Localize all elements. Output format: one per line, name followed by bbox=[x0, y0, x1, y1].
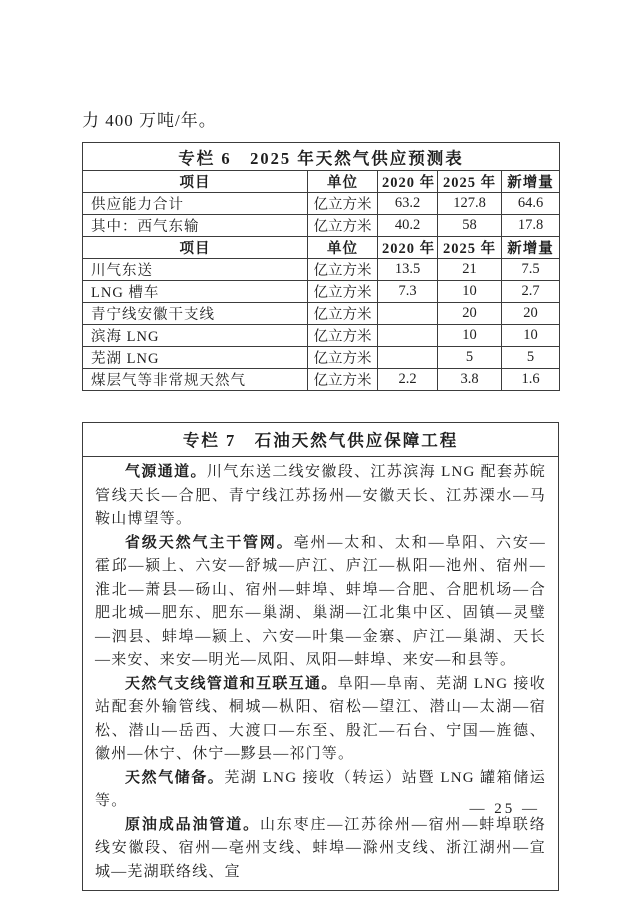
cell-unit: 亿立方米 bbox=[308, 215, 378, 237]
table-row bbox=[83, 193, 560, 215]
paragraph-oil-product-pipelines bbox=[95, 814, 546, 885]
cell-item: 煤层气等非常规天然气 bbox=[83, 369, 308, 391]
paragraph-gas-source-corridor bbox=[95, 461, 546, 532]
table-row bbox=[83, 325, 560, 347]
cell-2025: 3.8 bbox=[438, 369, 502, 391]
table-header-row-repeat bbox=[83, 237, 560, 259]
cell-delta: 1.6 bbox=[502, 369, 560, 391]
paragraph-text: 阜阳—阜南、芜湖 LNG 接收站配套外输管线、桐城—枞阳、宿松—望江、潜山—太湖—宿松、潜山—岳西、大渡口—东至、殷汇—石台、宁国—旌德、徽州—休宁、休宁—黟县—祁门等。 bbox=[95, 675, 546, 762]
cell-unit: 亿立方米 bbox=[308, 303, 378, 325]
paragraph-branch-pipelines bbox=[95, 673, 546, 767]
cell-item: 川气东送 bbox=[83, 259, 308, 281]
table-row bbox=[83, 259, 560, 281]
cell-unit: 亿立方米 bbox=[308, 259, 378, 281]
column-header-2020: 2020 年 bbox=[378, 237, 438, 259]
cell-2020: 2.2 bbox=[378, 369, 438, 391]
page-content bbox=[82, 0, 559, 891]
column-header-unit: 单位 bbox=[308, 171, 378, 193]
cell-2025: 21 bbox=[438, 259, 502, 281]
cell-item: 青宁线安徽干支线 bbox=[83, 303, 308, 325]
cell-item: 滨海 LNG bbox=[83, 325, 308, 347]
cell-2020 bbox=[378, 347, 438, 369]
column-header-item: 项目 bbox=[83, 171, 308, 193]
cell-delta: 64.6 bbox=[502, 193, 560, 215]
forecast-table bbox=[82, 142, 560, 391]
paragraph-lead: 气源通道。 bbox=[125, 464, 207, 480]
paragraph-text: 芜湖 LNG 接收（转运）站暨 LNG 罐箱储运等。 bbox=[95, 769, 546, 809]
cell-item: 其中：西气东输 bbox=[83, 215, 308, 237]
paragraph-lead: 省级天然气主干管网。 bbox=[125, 534, 294, 551]
paragraph-text: 亳州—太和、太和—阜阳、六安—霍邱—颍上、六安—舒城—庐江、庐江—枞阳—池州、宿州—淮北—萧县—砀山、宿州—蚌埠、蚌埠—合肥、合肥机场—合肥北城—肥东、肥东—巢湖、巢湖—江北集中区、固镇—灵璧—泗县、蚌埠—颍上、六安—叶集—金寨、庐江—巢湖、天长—来安、来安—明光—凤阳、凤阳—蚌埠、来安—和县等。 bbox=[95, 534, 546, 668]
box-title: 专栏 7 石油天然气供应保障工程 bbox=[83, 423, 558, 457]
cell-2020 bbox=[378, 325, 438, 347]
cell-delta: 10 bbox=[502, 325, 560, 347]
cell-2020 bbox=[378, 303, 438, 325]
cell-delta: 7.5 bbox=[502, 259, 560, 281]
cell-delta: 17.8 bbox=[502, 215, 560, 237]
cell-2020: 63.2 bbox=[378, 193, 438, 215]
column-header-2025: 2025 年 bbox=[438, 171, 502, 193]
cell-unit: 亿立方米 bbox=[308, 369, 378, 391]
table-row bbox=[83, 303, 560, 325]
paragraph-provincial-trunk-network bbox=[95, 532, 546, 673]
cell-2025: 20 bbox=[438, 303, 502, 325]
table-row bbox=[83, 347, 560, 369]
table-row bbox=[83, 369, 560, 391]
page-number: — 25 — bbox=[469, 801, 540, 817]
cell-item: 供应能力合计 bbox=[83, 193, 308, 215]
cell-2025: 10 bbox=[438, 325, 502, 347]
column-header-item: 项目 bbox=[83, 237, 308, 259]
cell-2020: 40.2 bbox=[378, 215, 438, 237]
cell-unit: 亿立方米 bbox=[308, 325, 378, 347]
table-header-row bbox=[83, 171, 560, 193]
paragraph-lead: 天然气储备。 bbox=[125, 769, 225, 786]
cell-2025: 58 bbox=[438, 215, 502, 237]
column-header-delta: 新增量 bbox=[502, 171, 560, 193]
cell-unit: 亿立方米 bbox=[308, 193, 378, 215]
cell-delta: 5 bbox=[502, 347, 560, 369]
paragraph-lead: 天然气支线管道和互联互通。 bbox=[125, 675, 338, 692]
cell-2025: 10 bbox=[438, 281, 502, 303]
column-header-delta: 新增量 bbox=[502, 237, 560, 259]
cell-2020: 13.5 bbox=[378, 259, 438, 281]
table-row bbox=[83, 281, 560, 303]
cell-2020: 7.3 bbox=[378, 281, 438, 303]
cell-2025: 127.8 bbox=[438, 193, 502, 215]
cell-2025: 5 bbox=[438, 347, 502, 369]
cell-item: LNG 槽车 bbox=[83, 281, 308, 303]
table-row bbox=[83, 215, 560, 237]
paragraph-text: 山东枣庄—江苏徐州—宿州—蚌埠联络线安徽段、宿州—亳州支线、蚌埠—滁州支线、浙江湖州—宣城—芜湖联络线、宣 bbox=[95, 816, 546, 880]
box-body bbox=[83, 457, 558, 890]
cell-unit: 亿立方米 bbox=[308, 281, 378, 303]
column-header-2025: 2025 年 bbox=[438, 237, 502, 259]
cell-item: 芜湖 LNG bbox=[83, 347, 308, 369]
column-header-unit: 单位 bbox=[308, 237, 378, 259]
intro-text: 力 400 万吨/年。 bbox=[82, 111, 217, 130]
cell-delta: 20 bbox=[502, 303, 560, 325]
cell-delta: 2.7 bbox=[502, 281, 560, 303]
column-header-2020: 2020 年 bbox=[378, 171, 438, 193]
table-title-row bbox=[83, 143, 560, 171]
cell-unit: 亿立方米 bbox=[308, 347, 378, 369]
paragraph-text: 川气东送二线安徽段、江苏滨海 LNG 配套苏皖管线天长—合肥、青宁线江苏扬州—安徽天长、江苏溧水—马鞍山博望等。 bbox=[95, 464, 546, 527]
paragraph-lead: 原油成品油管道。 bbox=[125, 816, 260, 833]
table-title: 专栏 6 2025 年天然气供应预测表 bbox=[83, 143, 560, 171]
project-box bbox=[82, 422, 559, 891]
